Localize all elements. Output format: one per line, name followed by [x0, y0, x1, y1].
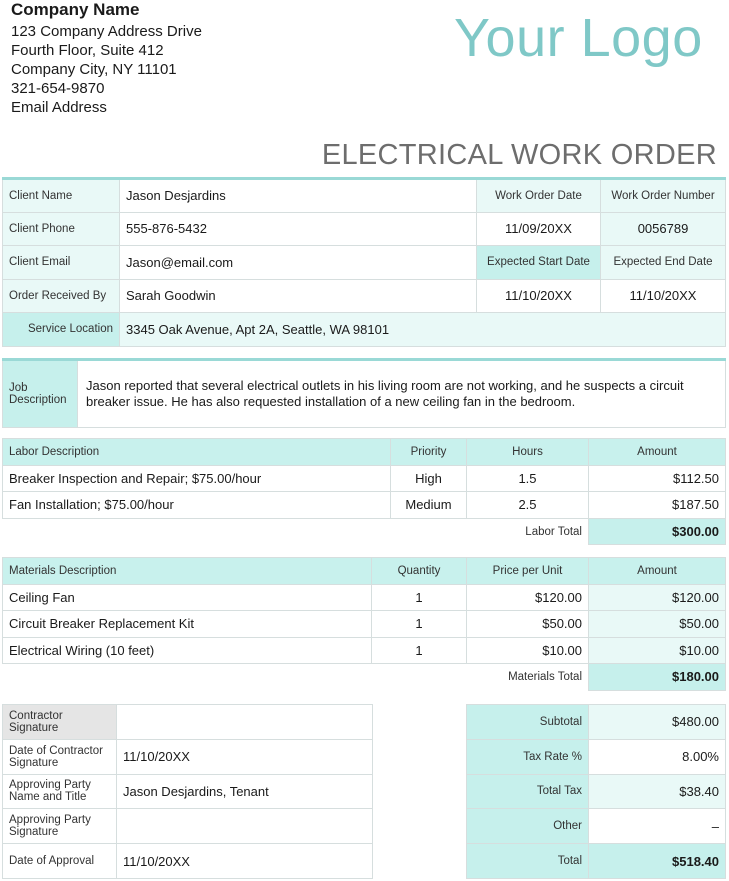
company-email: Email Address	[11, 99, 107, 116]
material-desc[interactable]: Ceiling Fan	[3, 584, 372, 611]
labor-total-value: $300.00	[589, 518, 726, 545]
start-date-value[interactable]: 11/10/20XX	[477, 279, 601, 313]
approval-date-field[interactable]: 11/10/20XX	[117, 844, 373, 879]
materials-total-label: Materials Total	[508, 671, 582, 683]
labor-amount: $187.50	[589, 492, 726, 519]
company-block	[11, 0, 202, 117]
material-amount: $120.00	[589, 584, 726, 611]
total-tax-label: Total Tax	[467, 774, 589, 809]
client-phone-value[interactable]: 555-876-5432	[120, 212, 477, 246]
other-value[interactable]: –	[589, 809, 726, 844]
client-email-value[interactable]: Jason@email.com	[120, 246, 477, 280]
total-tax-value: $38.40	[589, 774, 726, 809]
material-qty[interactable]: 1	[372, 611, 467, 638]
approver-name-field[interactable]: Jason Desjardins, Tenant	[117, 774, 373, 809]
contractor-date-label: Date of Contractor Signature	[3, 739, 117, 774]
labor-hours[interactable]: 2.5	[467, 492, 589, 519]
material-qty[interactable]: 1	[372, 584, 467, 611]
approver-signature-label: Approving Party Signature	[3, 809, 117, 844]
approver-name-label: Approving Party Name and Title	[3, 774, 117, 809]
materials-header-quantity: Quantity	[372, 558, 467, 585]
material-desc[interactable]: Electrical Wiring (10 feet)	[3, 637, 372, 664]
labor-priority[interactable]: High	[391, 465, 467, 492]
materials-header-price: Price per Unit	[467, 558, 589, 585]
company-address2: Fourth Floor, Suite 412	[11, 42, 164, 59]
table-row	[3, 492, 726, 519]
materials-table	[2, 557, 726, 691]
grand-total-label: Total	[467, 844, 589, 879]
work-order-number-label: Work Order Number	[601, 179, 726, 213]
material-price[interactable]: $50.00	[467, 611, 589, 638]
totals-table	[466, 704, 726, 879]
tax-rate-label: Tax Rate %	[467, 739, 589, 774]
subtotal-value: $480.00	[589, 705, 726, 740]
service-location-label: Service Location	[3, 313, 120, 347]
labor-desc[interactable]: Breaker Inspection and Repair; $75.00/hour	[3, 465, 391, 492]
logo: Your Logo	[454, 8, 703, 68]
client-phone-label: Client Phone	[3, 212, 120, 246]
order-received-value[interactable]: Sarah Goodwin	[120, 279, 477, 313]
start-date-label: Expected Start Date	[477, 246, 601, 280]
labor-priority[interactable]: Medium	[391, 492, 467, 519]
table-row	[3, 584, 726, 611]
labor-header-description: Labor Description	[3, 439, 391, 466]
labor-hours[interactable]: 1.5	[467, 465, 589, 492]
company-phone: 321-654-9870	[11, 80, 105, 97]
signature-table	[2, 704, 373, 879]
other-label: Other	[467, 809, 589, 844]
material-amount: $10.00	[589, 637, 726, 664]
approver-signature-field[interactable]	[117, 809, 373, 844]
company-city: Company City, NY 11101	[11, 61, 177, 78]
client-email-label: Client Email	[3, 246, 120, 280]
client-name-label: Client Name	[3, 179, 120, 213]
materials-total-value: $180.00	[589, 664, 726, 691]
work-order-date-value[interactable]: 11/09/20XX	[477, 212, 601, 246]
labor-header-priority: Priority	[391, 439, 467, 466]
labor-total-label: Labor Total	[525, 525, 582, 538]
material-qty[interactable]: 1	[372, 637, 467, 664]
material-price[interactable]: $120.00	[467, 584, 589, 611]
labor-table	[2, 438, 726, 545]
materials-header-description: Materials Description	[3, 558, 372, 585]
table-row	[3, 637, 726, 664]
company-name: Company Name	[11, 0, 140, 19]
end-date-value[interactable]: 11/10/20XX	[601, 279, 726, 313]
approval-date-label: Date of Approval	[3, 844, 117, 879]
material-amount: $50.00	[589, 611, 726, 638]
subtotal-label: Subtotal	[467, 705, 589, 740]
table-row	[3, 465, 726, 492]
labor-desc[interactable]: Fan Installation; $75.00/hour	[3, 492, 391, 519]
contractor-signature-label: Contractor Signature	[3, 705, 117, 740]
job-description-label: Job Description	[3, 360, 78, 428]
material-desc[interactable]: Circuit Breaker Replacement Kit	[3, 611, 372, 638]
materials-header-amount: Amount	[589, 558, 726, 585]
contractor-date-field[interactable]: 11/10/20XX	[117, 739, 373, 774]
contractor-signature-field[interactable]	[117, 705, 373, 740]
job-description-table	[2, 358, 726, 428]
material-price[interactable]: $10.00	[467, 637, 589, 664]
labor-header-hours: Hours	[467, 439, 589, 466]
work-order-number-value[interactable]: 0056789	[601, 212, 726, 246]
tax-rate-value[interactable]: 8.00%	[589, 739, 726, 774]
labor-header-amount: Amount	[589, 439, 726, 466]
job-description-text[interactable]: Jason reported that several electrical outlets in his living room are not working, and he suspects a circuit breaker issue. He has also requested installation of a new ceiling fan in the bedroom.	[78, 360, 726, 428]
order-received-label: Order Received By	[3, 279, 120, 313]
service-location-value[interactable]: 3345 Oak Avenue, Apt 2A, Seattle, WA 98101	[120, 313, 726, 347]
client-info-table	[2, 177, 726, 347]
labor-amount: $112.50	[589, 465, 726, 492]
page-title: ELECTRICAL WORK ORDER	[321, 139, 717, 171]
table-row	[3, 611, 726, 638]
company-address1: 123 Company Address Drive	[11, 23, 202, 40]
work-order-date-label: Work Order Date	[477, 179, 601, 213]
grand-total-value: $518.40	[589, 844, 726, 879]
end-date-label: Expected End Date	[601, 246, 726, 280]
client-name-value[interactable]: Jason Desjardins	[120, 179, 477, 213]
